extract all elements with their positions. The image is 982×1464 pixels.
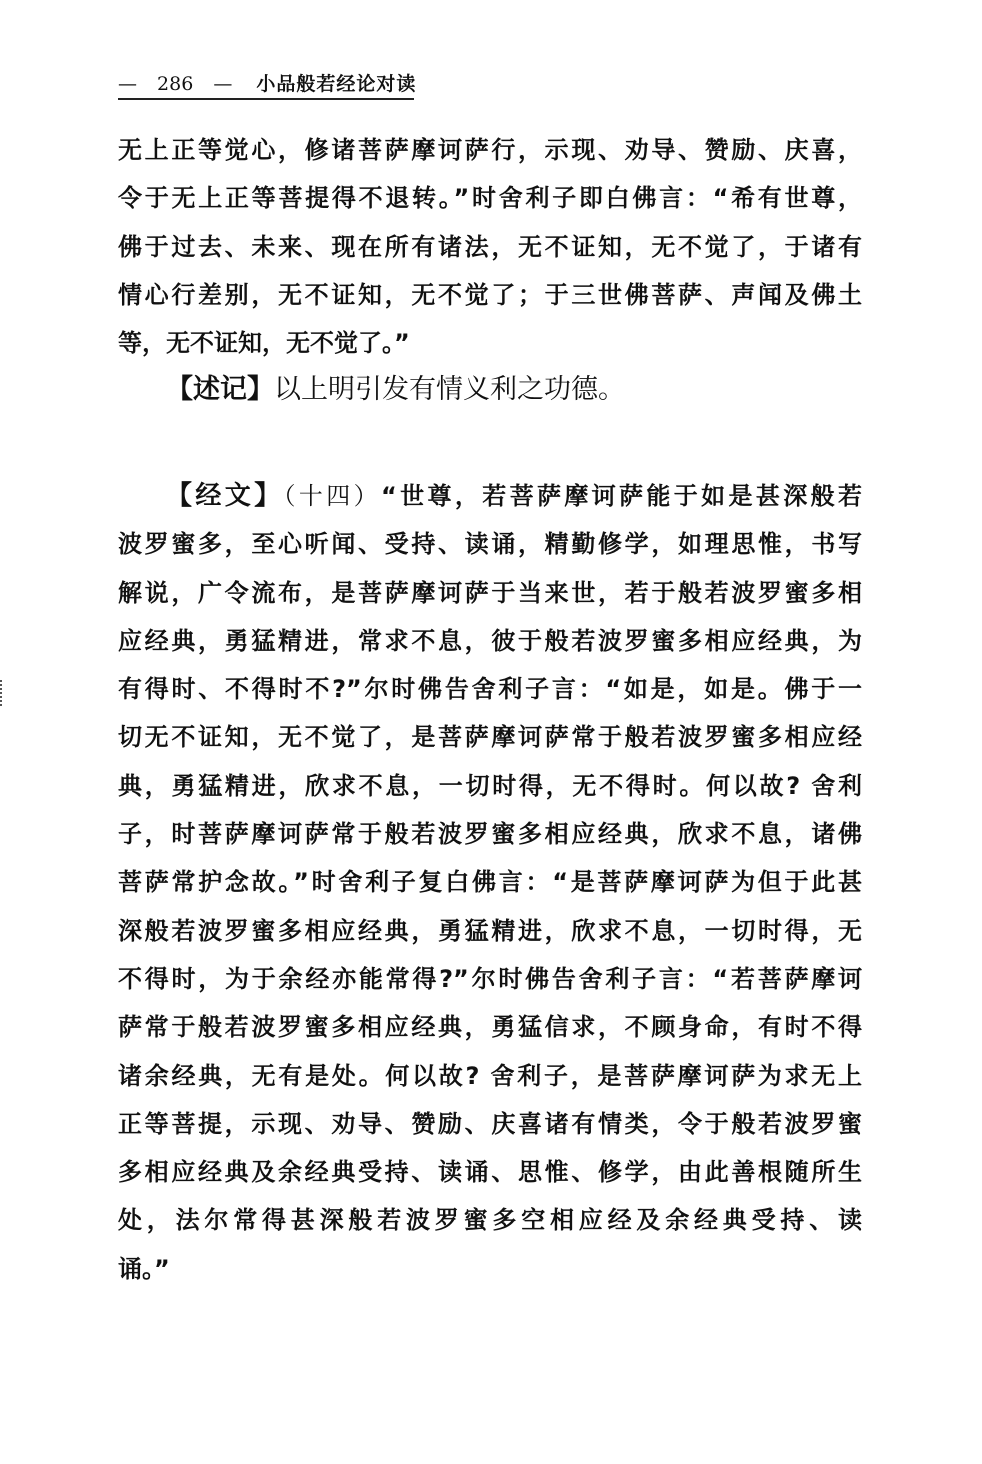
text-line: 佛于过去、未来、现在所有诸法，无不证知，无不觉了，于诸有 (118, 232, 862, 261)
header-dash-right: — (213, 73, 233, 95)
commentary-text: 以上明引发有情义利之功德。 (274, 374, 625, 405)
text-line: 深般若波罗蜜多相应经典，勇猛精进，欣求不息，一切时得，无 (118, 916, 862, 945)
commentary-tag: 【述记】 (166, 374, 274, 405)
text-line: 萨常于般若波罗蜜多相应经典，勇猛信求，不顾身命，有时不得 (118, 1013, 862, 1042)
page-number: 286 (157, 73, 194, 95)
section-number: （十四） (283, 482, 381, 510)
sutra-text-continued (118, 126, 862, 367)
scan-margin-mark (0, 680, 6, 706)
header-rule (118, 98, 414, 100)
header-dash-left: — (118, 73, 137, 95)
text-line: 令于无上正等菩提得不退转。”时舍利子即白佛言：“希有世尊， (118, 184, 862, 213)
text-line: 多相应经典及余经典受持、读诵、思惟、修学，由此善根随所生 (118, 1158, 862, 1187)
text-line: 应经典，勇猛精进，常求不息，彼于般若波罗蜜多相应经典，为 (118, 626, 862, 655)
text-line: 子，时菩萨摩诃萨常于般若波罗蜜多相应经典，欣求不息，诸佛 (118, 820, 862, 849)
first-line-text: “世尊，若菩萨摩诃萨能于如是甚深般若 (380, 482, 862, 510)
text-line: 波罗蜜多，至心听闻、受持、读诵，精勤修学，如理思惟，书写 (118, 530, 862, 559)
text-line: 处，法尔常得甚深般若波罗蜜多空相应经及余经典受持、读 (118, 1206, 862, 1235)
text-line: 诵。” (118, 1254, 170, 1283)
text-line: 解说，广令流布，是菩萨摩诃萨于当来世，若于般若波罗蜜多相 (118, 578, 862, 607)
text-line: 正等菩提，示现、劝导、赞励、庆喜诸有情类，令于般若波罗蜜 (118, 1109, 862, 1138)
text-line: 有得时、不得时不?”尔时佛告舍利子言：“如是，如是。佛于一 (118, 675, 862, 704)
text-line: 情心行差别，无不证知，无不觉了；于三世佛菩萨、声闻及佛土 (118, 280, 862, 309)
text-line: 菩萨常护念故。”时舍利子复白佛言：“是菩萨摩诃萨为但于此甚 (118, 868, 862, 897)
sutra-text-section-14 (118, 472, 862, 1293)
text-line: 典，勇猛精进，欣求不息，一切时得，无不得时。何以故? 舍利 (118, 771, 862, 800)
sutra-tag: 【经文】 (166, 481, 284, 511)
text-line: 切无不证知，无不觉了，是菩萨摩诃萨常于般若波罗蜜多相应经 (118, 723, 862, 752)
text-line-first (118, 472, 862, 520)
commentary-note (166, 366, 866, 414)
book-title: 小品般若经论对读 (256, 73, 417, 95)
text-line: 诸余经典，无有是处。何以故? 舍利子，是菩萨摩诃萨为求无上 (118, 1061, 862, 1090)
text-line: 无上正等觉心，修诸菩萨摩诃萨行，示现、劝导、赞励、庆喜， (118, 136, 862, 164)
text-line: 等，无不证知，无不觉了。” (118, 329, 410, 358)
text-line: 不得时，为于余经亦能常得?”尔时佛告舍利子言：“若菩萨摩诃 (118, 964, 862, 993)
